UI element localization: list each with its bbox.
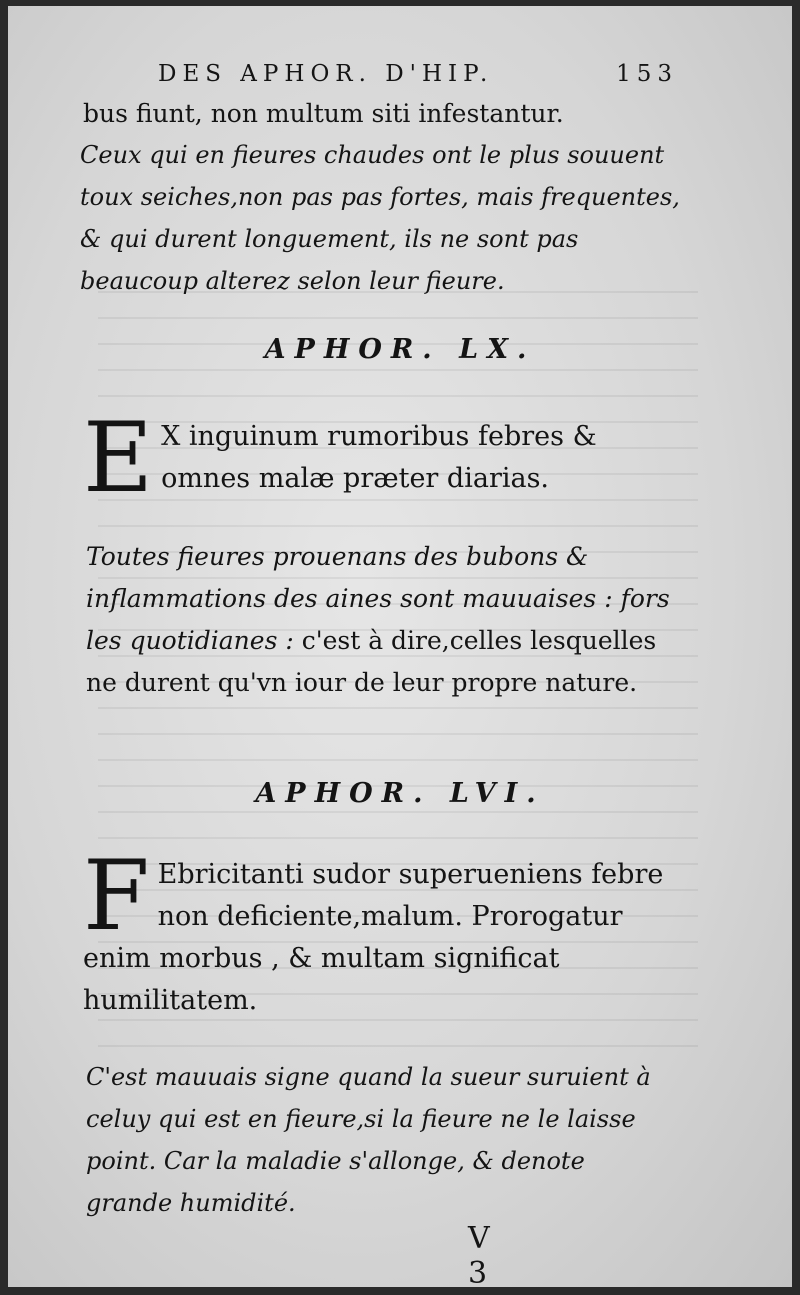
signature-mark: V 3	[468, 1221, 510, 1287]
french-roman-text: c'est à dire,celles lesquelles ne durent qu'vn iour de leur propre nature.	[86, 626, 657, 697]
latin-aphorism-text: X inguinum rumoribus febres & omnes malæ præter diarias.	[161, 421, 597, 494]
french-translation-paragraph: C'est mauuais signe quand la sueur suruient à celuy qui est en fieure,si la fieure ne le laisse point. Car la maladie s'allonge, & denote grande humidité.	[86, 1063, 651, 1217]
latin-aphorism-paragraph	[83, 840, 673, 1022]
latin-text-continuation: bus fiunt, non multum siti infestantur.	[83, 99, 564, 128]
latin-aphorism-paragraph	[83, 402, 673, 514]
french-translation-paragraph: Ceux qui en fieures chaudes ont le plus souuent toux seiches,non pas pas fortes, mais frequentes, & qui durent longuement, ils ne sont pas beaucoup alterez selon leur fieure.	[80, 141, 680, 295]
book-page	[8, 6, 792, 1287]
drop-cap-letter: E	[83, 402, 154, 514]
aphorism-heading: APHOR. LX.	[264, 334, 536, 365]
french-italic-text: Toutes fieures prouenans des bubons & inflammations des aines sont mauuaises : fors les quotidianes :	[86, 542, 670, 655]
drop-cap-letter: F	[83, 840, 150, 952]
aphorism-heading: APHOR. LVI.	[255, 778, 545, 809]
french-translation-paragraph	[86, 536, 676, 704]
latin-aphorism-text: Ebricitanti sudor superueniens febre non deficiente,malum. Prorogatur enim morbus , & multam significat humilitatem.	[83, 859, 664, 1016]
page-number: 153	[616, 61, 678, 87]
header-title: DES APHOR. D'HIP.	[158, 61, 494, 87]
running-header	[158, 61, 678, 87]
